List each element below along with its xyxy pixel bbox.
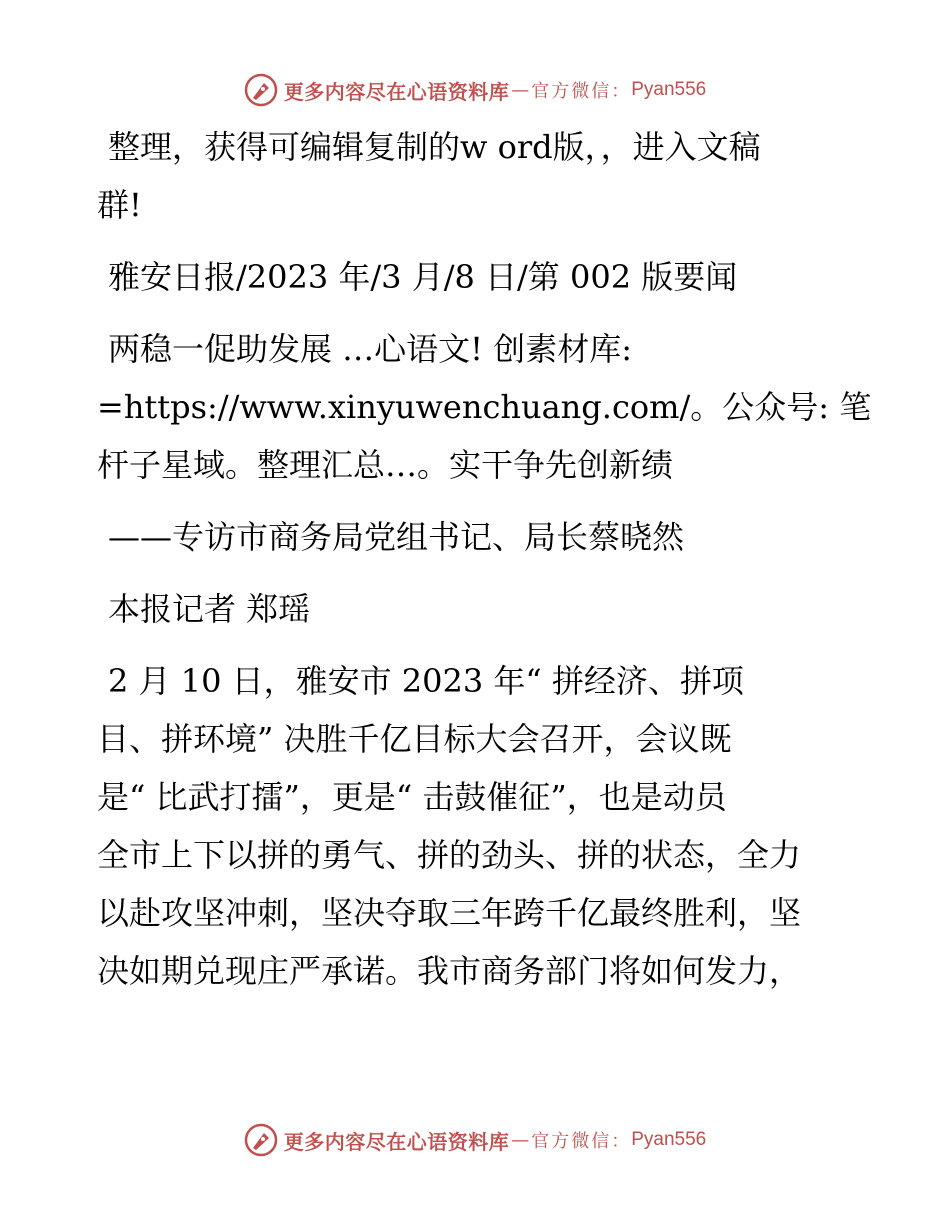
text-line: 以赴攻坚冲刺，坚决夺取三年跨千亿最终胜利，坚 <box>97 894 802 932</box>
text-line: 全市上下以拼的勇气、拼的劲头、拼的状态，全力 <box>97 836 802 874</box>
footer-banner <box>0 1120 950 1160</box>
document-body <box>97 118 872 1014</box>
headline-paragraph <box>97 320 872 494</box>
pen-nib-logo-icon <box>244 1123 278 1157</box>
text-line: 群! <box>97 186 142 224</box>
intro-paragraph <box>97 118 857 234</box>
text-line: 本报记者 郑瑶 <box>108 590 311 628</box>
text-line: 目、拼环境” 决胜千亿目标大会召开，会议既 <box>97 720 732 758</box>
text-line: 是“ 比武打擂”，更是“ 击鼓催征”，也是动员 <box>97 778 727 816</box>
text-line: 雅安日报/2023 年/3 月/8 日/第 002 版要闻 <box>108 258 738 296</box>
banner-official-label: 官方微信： <box>531 1131 632 1152</box>
source-line <box>97 248 857 306</box>
body-paragraph <box>97 652 857 1000</box>
banner-official-label: 官方微信： <box>531 81 632 102</box>
header-banner <box>0 70 950 110</box>
banner-dash: — <box>511 79 530 101</box>
banner-wechat-id: Pyan556 <box>631 1129 707 1150</box>
text-line: 决如期兑现庄严承诺。我市商务部门将如何发力， <box>97 952 802 990</box>
text-line: ——专访市商务局党组书记、局长蔡晓然 <box>108 518 685 556</box>
text-line: 2 月 10 日，雅安市 2023 年“ 拼经济、拼项 <box>108 662 744 700</box>
text-line: 杆子星域。整理汇总…。实干争先创新绩 <box>97 446 674 484</box>
pen-nib-logo-icon <box>244 73 278 107</box>
byline <box>97 580 857 638</box>
banner-title: 更多内容尽在心语资料库 <box>283 1129 510 1154</box>
text-line: =https://www.xinyuwenchuang.com/。公众号: 笔 <box>97 388 872 426</box>
subtitle <box>97 508 857 566</box>
banner-dash: — <box>511 1129 530 1151</box>
banner-title: 更多内容尽在心语资料库 <box>283 79 510 104</box>
text-line: 两稳一促助发展 …心语文! 创素材库: <box>108 330 632 368</box>
text-line: 整理，获得可编辑复制的w ord版，，进入文稿 <box>108 128 761 166</box>
banner-wechat-id: Pyan556 <box>631 79 707 100</box>
